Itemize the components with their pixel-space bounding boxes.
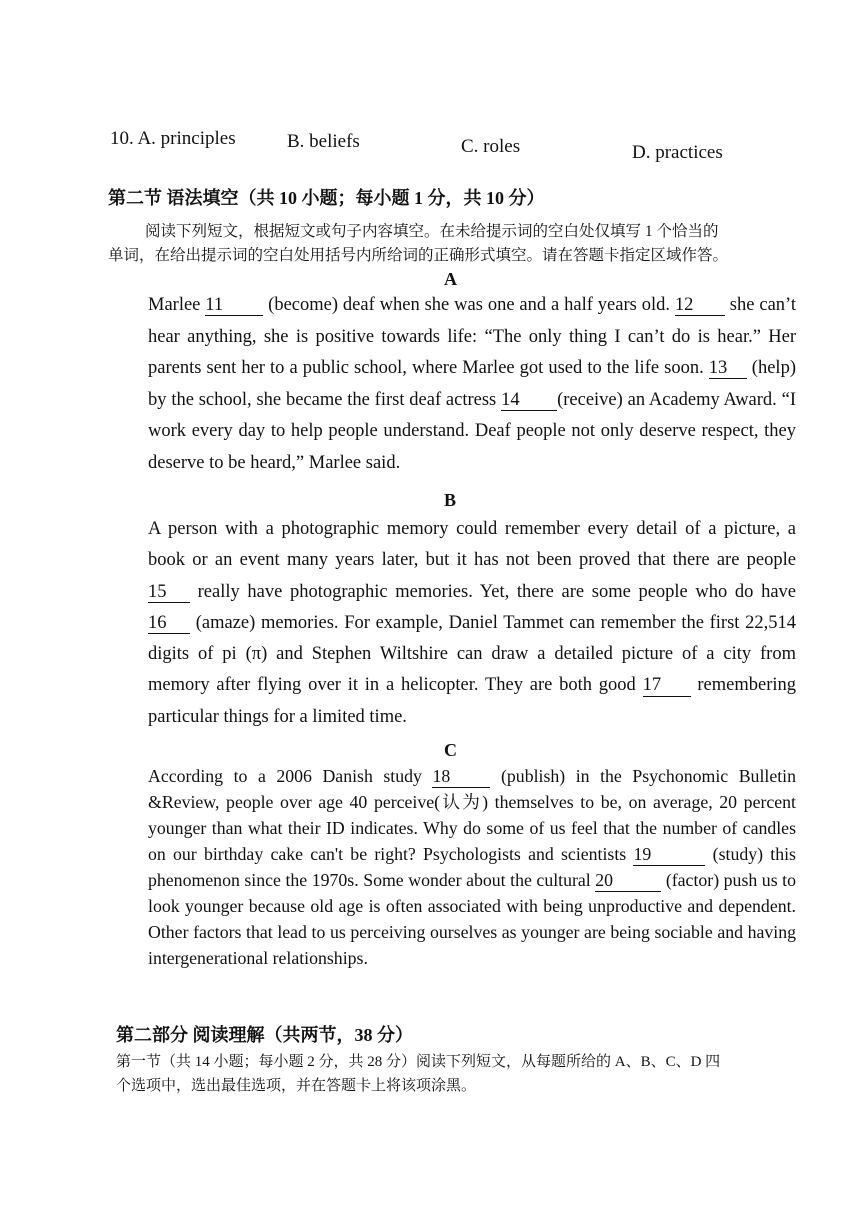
blank-18: 18 <box>432 767 490 788</box>
passage-a-text-5: (receive) an Academy Award. “I work every day to help people understand. Deaf people not only deserve respect, they deserve to be heard,” Marlee said. <box>148 389 796 473</box>
passage-b <box>108 514 796 733</box>
blank-17: 17 <box>643 675 691 696</box>
q10-option-c: C. roles <box>461 136 521 157</box>
blank-16: 16 <box>148 613 190 634</box>
passage-a-label: A <box>444 269 457 289</box>
passage-a-text-4: (help) by the school, she became the first deaf actress <box>148 358 796 410</box>
section-heading: 第二节 语法填空（共 10 小题；每小题 1 分，共 10 分） <box>108 188 545 208</box>
passage-b-text-3: (amaze) memories. For example, Daniel Tammet can remember the first 22,514 digits of pi (π) and Stephen Wiltshire can draw a detailed picture of a city from memory after flying over it in a helicopter. They are both good <box>148 612 796 696</box>
passage-c-label: C <box>444 740 457 760</box>
blank-19: 19 <box>633 845 705 866</box>
passage-a-text-3: she can’t hear anything, she is positive towards life: “The only thing I can’t do is hear.” Her parents sent her to a public school, where Marlee got used to the life soon. <box>148 295 796 378</box>
part2-instruction-line2: 个选项中，选出最佳选项，并在答题卡上将该项涂黑。 <box>116 1078 477 1094</box>
passage-b-label: B <box>444 490 457 510</box>
blank-15: 15 <box>148 582 190 603</box>
passage-c-text-4: (factor) push us to look younger because old age is often associated with being unproductive and dependent. Other factors that lead to us perceiving ourselves as younger are being sociable and having intergenerational relationships. <box>148 870 796 968</box>
q10-option-d: D. practices <box>632 142 723 163</box>
section-instruction-line1: 阅读下列短文，根据短文或句子内容填空。在未给提示词的空白处仅填写 1 个恰当的 <box>145 223 719 240</box>
passage-c-text-2: (publish) in the Psychonomic Bulletin &Review, people over age 40 perceive(认为) themselves to be, on average, 20 percent younger than what their ID indicates. Why do some of us feel that the number of candles on our birthday cake can't be right? Psychologists and scientists <box>148 766 796 864</box>
blank-11: 11 <box>205 295 263 316</box>
passage-c <box>108 763 796 971</box>
passage-b-text-2: really have photographic memories. Yet, there are some people who do have <box>190 581 796 602</box>
part2-instruction-line1: 第一节（共 14 小题；每小题 2 分，共 28 分）阅读下列短文，从每题所给的 A、B、C、D 四 <box>116 1054 721 1070</box>
blank-14: 14 <box>501 390 557 411</box>
passage-a <box>108 290 796 479</box>
q10-option-a: 10. A. principles <box>110 128 236 149</box>
section-instruction-line2: 单词，在给出提示词的空白处用括号内所给词的正确形式填空。请在答题卡指定区域作答。 <box>108 247 729 264</box>
passage-a-text-1: Marlee <box>148 295 206 315</box>
part2-heading: 第二部分 阅读理解（共两节，38 分） <box>116 1025 413 1045</box>
blank-13: 13 <box>709 358 747 379</box>
passage-b-text-4: remembering particular things for a limited time. <box>148 675 797 727</box>
blank-12: 12 <box>675 295 725 316</box>
blank-20: 20 <box>595 871 661 892</box>
passage-a-text-2: (become) deaf when she was one and a half years old. <box>263 295 675 315</box>
passage-b-text-1: A person with a photographic memory could remember every detail of a picture, a book or an event many years later, but it has not been proved that there are people <box>148 519 796 571</box>
q10-option-b: B. beliefs <box>287 131 360 152</box>
passage-c-text-1: According to a 2006 Danish study <box>148 766 433 786</box>
passage-c-text-3: (study) this phenomenon since the 1970s. Some wonder about the cultural <box>148 844 796 890</box>
